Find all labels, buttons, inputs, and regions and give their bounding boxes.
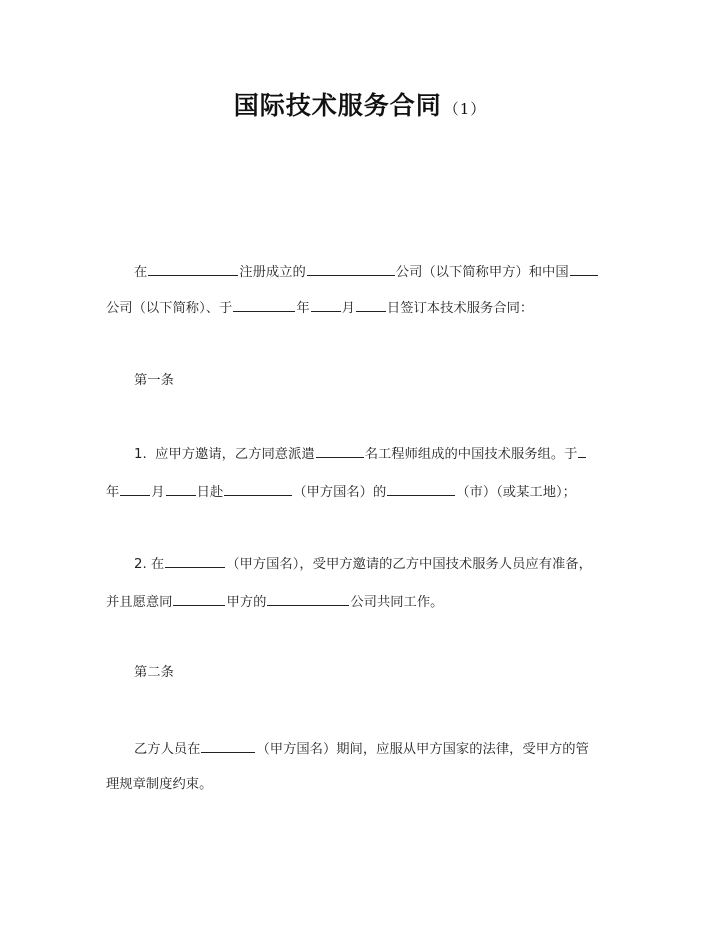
- article-2-line-1: [134, 738, 589, 760]
- text: 在: [134, 265, 148, 280]
- article-1-item-2-line-1: [134, 553, 592, 575]
- article-1-item-1-line-1: [134, 443, 587, 465]
- blank-month[interactable]: [120, 481, 150, 496]
- text: （甲方国名）期间，应服从甲方国家的法律，受甲方的管: [256, 742, 589, 757]
- text: 乙方人员在: [134, 742, 201, 757]
- blank-country-name[interactable]: [224, 481, 292, 496]
- text: 日签订本技术服务合同：: [386, 301, 534, 316]
- blank-year[interactable]: [233, 297, 295, 312]
- text: 注册成立的: [239, 265, 306, 280]
- text: 月: [151, 485, 165, 500]
- article-1-item-2-line-2: [106, 591, 443, 613]
- blank-day[interactable]: [166, 481, 196, 496]
- text: 甲方的: [226, 595, 267, 610]
- blank-country-name[interactable]: [201, 738, 255, 753]
- text: （市）（或某工地）；: [456, 485, 576, 500]
- blank-engineer-count[interactable]: [316, 443, 364, 458]
- text: 并且愿意同: [106, 595, 173, 610]
- text: 公司（以下简称甲方）和中国: [395, 265, 569, 280]
- article-2-line-2: 理规章制度约束。: [106, 777, 213, 792]
- title-text: 国际技术服务合同: [233, 91, 442, 120]
- text: 年: [106, 485, 120, 500]
- article-2-heading: 第二条: [134, 665, 174, 680]
- blank-cooperation-party[interactable]: [173, 591, 225, 606]
- text: 年: [296, 301, 310, 316]
- blank-country-name[interactable]: [165, 553, 225, 568]
- text: 名工程师组成的中国技术服务组。于: [364, 447, 578, 462]
- text: 日赴: [196, 485, 224, 500]
- blank-china-company[interactable]: [570, 261, 598, 276]
- preamble-line-1: [134, 261, 599, 283]
- text: 月: [341, 301, 355, 316]
- blank-registration-place[interactable]: [148, 261, 238, 276]
- text: 公司共同工作。: [350, 595, 444, 610]
- blank-date-start[interactable]: [578, 443, 586, 458]
- blank-day[interactable]: [356, 297, 386, 312]
- article-1-heading: 第一条: [134, 373, 174, 388]
- blank-party-a-company[interactable]: [307, 261, 395, 276]
- contract-title: [0, 86, 720, 122]
- blank-month[interactable]: [311, 297, 341, 312]
- preamble-line-2: [106, 297, 533, 319]
- text: （甲方国名）的: [293, 485, 387, 500]
- article-1-item-1-line-2: [106, 481, 576, 503]
- title-suffix: （1）: [443, 100, 487, 118]
- blank-city-name[interactable]: [387, 481, 455, 496]
- blank-party-a-company[interactable]: [267, 591, 349, 606]
- text: 1. 应甲方邀请，乙方同意派遣: [134, 447, 315, 462]
- text: 2. 在: [134, 557, 165, 572]
- text: （甲方国名），受甲方邀请的乙方中国技术服务人员应有准备，: [226, 557, 592, 572]
- text: 公司（以下简称）、于: [106, 301, 233, 316]
